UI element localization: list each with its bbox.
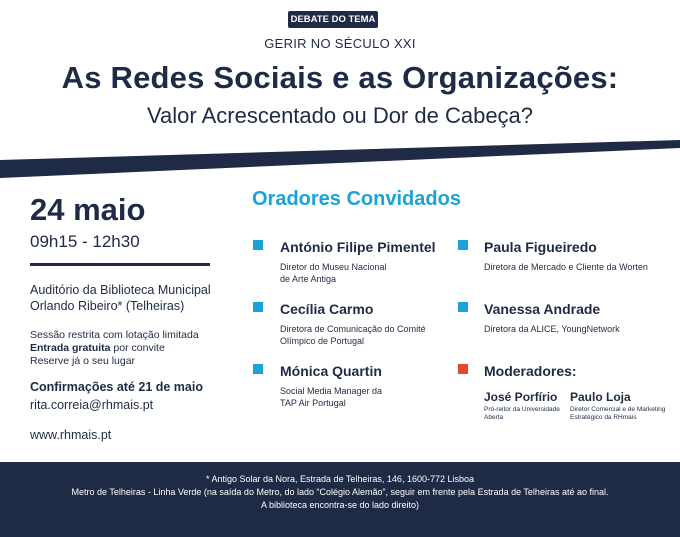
moderator-name: Paulo Loja [570, 390, 631, 404]
speaker-role-line: Diretor do Museu Nacional [280, 262, 387, 272]
footer-address: * Antigo Solar da Nora, Estrada de Telheiras, 146, 1600-772 Lisboa [205, 474, 474, 484]
bullet-square [253, 240, 263, 250]
free-entry: Entrada gratuita [30, 342, 111, 354]
footer [0, 462, 680, 537]
diagonal-band [0, 0, 680, 200]
session-line: Sessão restrita com lotação limitada [30, 329, 199, 341]
session-line [30, 342, 250, 355]
event-venue [30, 282, 250, 314]
event-time: 09h15 - 12h30 [30, 232, 140, 251]
contact-email[interactable]: rita.correia@rhmais.pt [30, 398, 154, 412]
series-label: GERIR NO SÉCULO XXI [264, 36, 416, 51]
speaker-role-line: de Arte Antiga [280, 274, 337, 284]
website-link[interactable]: www.rhmais.pt [30, 428, 112, 442]
moderator-role-line: Aberta [484, 414, 504, 421]
moderator-role [484, 406, 560, 422]
moderator-role-line: Estratégico da RHmais [570, 414, 637, 421]
speaker-role-line: TAP Air Portugal [280, 398, 346, 408]
session-info [30, 329, 250, 368]
footer-directions-end: A biblioteca encontra-se do lado direito) [260, 500, 420, 510]
debate-badge: DEBATE DO TEMA [288, 11, 378, 28]
bullet-square [458, 240, 468, 250]
footer-directions: Metro de Telheiras - Linha Verde (na saída do Metro, do lado “Colégio Alemão”, seguir em frente pela Estrada de Telheiras até ao final. [71, 487, 609, 497]
confirmation-deadline: Confirmações até 21 de maio [30, 380, 203, 394]
page-subtitle: Valor Acrescentado ou Dor de Cabeça? [146, 103, 534, 128]
speaker-name: Cecília Carmo [280, 301, 374, 317]
speaker-name: Paula Figueiredo [484, 239, 597, 255]
venue-line: Orlando Ribeiro* (Telheiras) [30, 299, 185, 313]
speaker-name: António Filipe Pimentel [280, 239, 436, 255]
venue-line: Auditório da Biblioteca Municipal [30, 283, 211, 297]
speaker-role-line: Diretora de Comunicação do Comité [280, 324, 426, 334]
moderator-role-line: Pró-reitor da Universidade [484, 406, 560, 413]
speaker-role: Diretora da ALICE, YoungNetwork [484, 324, 620, 334]
divider [30, 263, 210, 266]
bullet-square [253, 364, 263, 374]
session-line: Reserve já o seu lugar [30, 355, 136, 367]
invite-text: por convite [110, 342, 165, 354]
bullet-square [253, 302, 263, 312]
speaker-role-line: Social Media Manager da [280, 386, 383, 396]
moderator-role [570, 406, 665, 422]
speaker-role-line: Olímpico de Portugal [280, 336, 365, 346]
page-title: As Redes Sociais e as Organizações: [61, 60, 619, 95]
speaker-name: Mónica Quartin [280, 363, 382, 379]
moderator-name: José Porfírio [484, 390, 558, 404]
moderators-heading: Moderadores: [484, 363, 577, 379]
speaker-role: Diretora de Mercado e Cliente da Worten [484, 262, 648, 272]
event-date: 24 maio [30, 192, 146, 227]
bullet-square [458, 302, 468, 312]
bullet-square-moderators [458, 364, 468, 374]
moderator-role-line: Diretor Comercial e de Marketing [570, 406, 666, 413]
speakers-heading: Oradores Convidados [252, 188, 461, 210]
speaker-name: Vanessa Andrade [484, 301, 601, 317]
speaker-role [280, 323, 426, 347]
speaker-role [280, 385, 382, 409]
speaker-role [280, 261, 387, 285]
